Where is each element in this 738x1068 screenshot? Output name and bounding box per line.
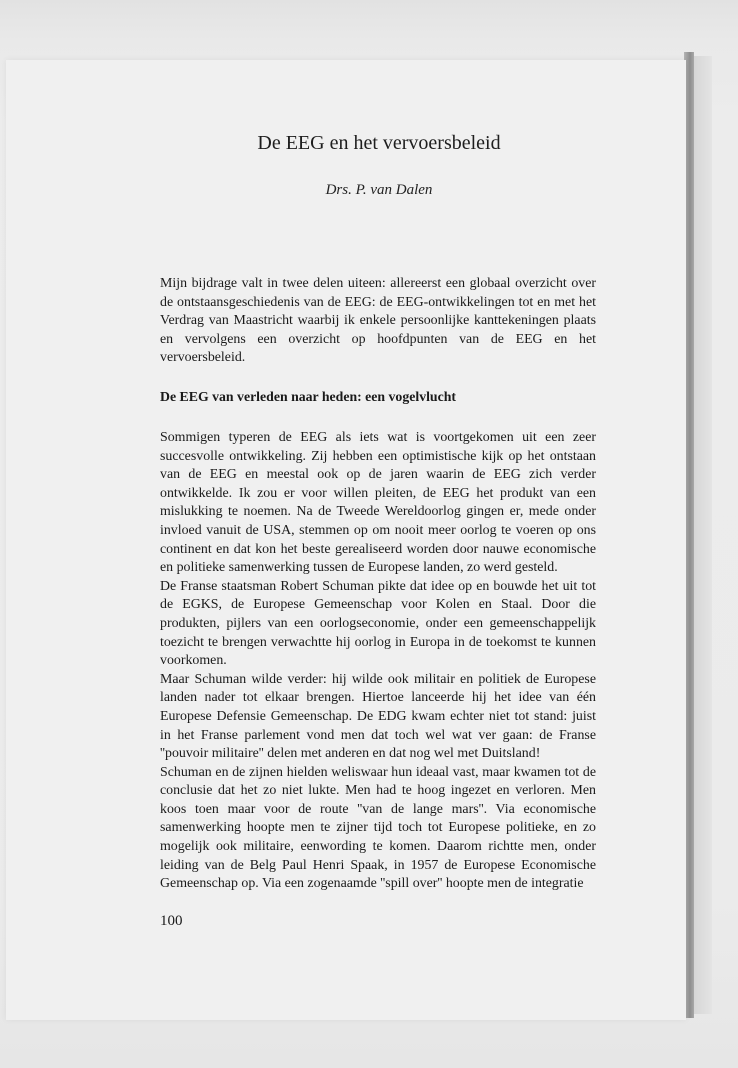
article-title: De EEG en het vervoersbeleid [257, 132, 501, 154]
paragraph-2: De Franse staatsman Robert Schuman pikte dat idee op en bouwde het uit tot de EGKS, de Europese Gemeenschap voor Kolen en Staal. Door die produkten, pijlers van een oorlogseconomie, onder een gemeenschappelijk toezicht te brengen verwachtte hij oorlog in Europa in de toekomst te kunnen voorkomen. [160, 578, 596, 669]
intro-paragraph: Mijn bijdrage valt in twee delen uiteen: allereerst een globaal overzicht over de ontstaansgeschiedenis van de EEG: de EEG-ontwikkelingen tot en met het Verdrag van Maastricht waarbij ik enkele persoonlijke kanttekeningen plaats en vervolgens een overzicht op hoofdpunten van de EEG en het vervoersbeleid. [160, 276, 596, 366]
paragraph-1: Sommigen typeren de EEG als iets wat is voortgekomen uit een zeer succesvolle ontwikkeling. Zij hebben een optimistische kijk op het ontstaan van de EEG en meestal ook op de jaren waarin de EEG zich verder ontwikkelde. Ik zou er voor willen pleiten, de EEG het produkt van een mislukking te noemen. Na de Tweede Wereldoorlog gingen er, mede onder invloed vanuit de USA, stemmen op om nooit meer oorlog te voeren op ons continent en dat kon het beste gerealiseerd worden door nauwe economische en politieke samenwerking tussen de Europese landen, zo werd gesteld. [160, 430, 596, 576]
section-heading: De EEG van verleden naar heden: een vogelvlucht [160, 389, 456, 404]
section-body [160, 429, 596, 894]
article-author: Drs. P. van Dalen [325, 182, 433, 198]
page-edge-light [694, 56, 712, 1014]
paragraph-4: Schuman en de zijnen hielden weliswaar hun ideaal vast, maar kwamen tot de conclusie dat het zo niet lukte. Men had te hoog ingezet en verloren. Men koos toen maar voor de route ''van de lange mars''. Via economische samenwerking hoopte men te zijner tijd toch tot Europese politieke, en zo mogelijk ook militaire, eenwording te komen. Daarom richtte men, onder leiding van de Belg Paul Henri Spaak, in 1957 de Europese Economische Gemeenschap op. Via een zogenaamde ''spill over'' hoopte men de integratie [160, 764, 596, 892]
page-number: 100 [160, 913, 183, 929]
paragraph-3: Maar Schuman wilde verder: hij wilde ook militair en politiek de Europese landen nader tot elkaar brengen. Hiertoe lanceerde hij het idee van één Europese Defensie Gemeenschap. De EDG kwam echter niet tot stand: juist in het Franse parlement vond men dat toch wel wat ver gaan: de Franse ''pouvoir militaire'' delen met anderen en dat nog wel met Duitsland! [160, 671, 596, 762]
